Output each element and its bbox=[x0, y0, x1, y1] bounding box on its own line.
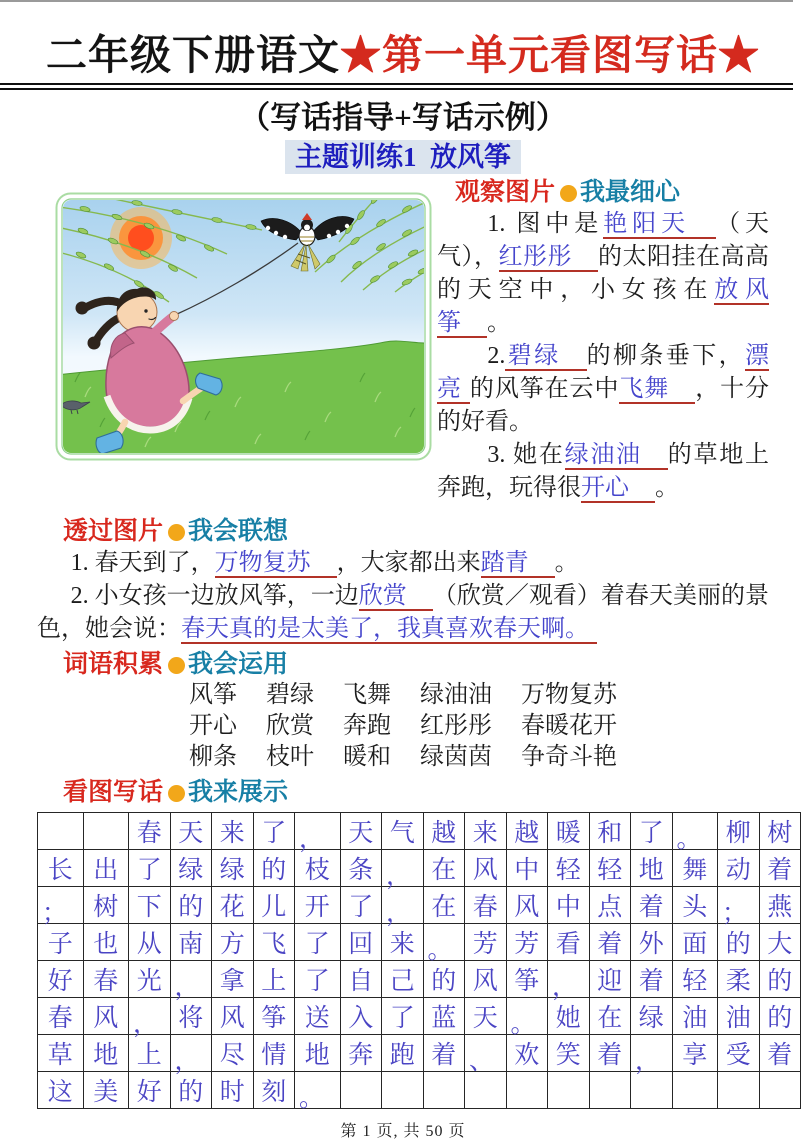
grid-cell: 燕 bbox=[759, 887, 801, 924]
grid-cell: ； bbox=[718, 887, 760, 924]
paragraph-text: （天气）， bbox=[437, 211, 770, 270]
observe-paragraph bbox=[437, 439, 769, 505]
grid-cell: 枝 bbox=[295, 850, 341, 887]
word-item: 开心 bbox=[189, 713, 237, 739]
grid-cell: 了 bbox=[253, 813, 295, 850]
grid-cell: 迎 bbox=[589, 961, 631, 998]
grid-cell: ， bbox=[295, 813, 341, 850]
paragraph-text: （欣赏／观看）着春天美丽的景色，她会说： bbox=[37, 583, 770, 642]
blank-answer: 开心 bbox=[581, 475, 655, 503]
page-title-grade: 二年级下册语文 bbox=[46, 32, 340, 78]
grid-cell: 在 bbox=[423, 850, 465, 887]
word-item: 风筝 bbox=[189, 682, 237, 708]
grid-cell: 的 bbox=[170, 887, 212, 924]
grid-cell: 着 bbox=[759, 1035, 801, 1072]
grid-cell: 柔 bbox=[718, 961, 760, 998]
grid-cell: 在 bbox=[423, 887, 465, 924]
paragraph-text: 2. 小女孩一边放风筝，一边 bbox=[70, 583, 359, 609]
grid-cell: 树 bbox=[759, 813, 801, 850]
grid-cell: 和 bbox=[589, 813, 631, 850]
grid-cell: 面 bbox=[672, 924, 718, 961]
grid-cell: 在 bbox=[589, 998, 631, 1035]
writing-grid bbox=[37, 812, 801, 1112]
top-section bbox=[37, 178, 769, 505]
word-item: 碧绿 bbox=[266, 682, 314, 708]
writing-heading-teal: 我来展示 bbox=[188, 779, 289, 806]
grid-cell: 送 bbox=[295, 998, 341, 1035]
word-item: 欣赏 bbox=[266, 713, 314, 739]
paragraph-text: 的柳条垂下， bbox=[586, 343, 745, 369]
grid-cell: 出 bbox=[83, 850, 129, 887]
observe-heading bbox=[437, 178, 769, 208]
grid-cell bbox=[589, 1072, 631, 1109]
paragraph-text: 。 bbox=[554, 550, 579, 576]
grid-cell: 绿 bbox=[631, 998, 673, 1035]
grid-cell: 来 bbox=[382, 924, 424, 961]
bullet-dot-icon bbox=[168, 524, 185, 541]
grid-cell: 着 bbox=[759, 850, 801, 887]
word-list bbox=[37, 680, 769, 773]
grid-cell: 天 bbox=[170, 813, 212, 850]
blank-answer: 踏青 bbox=[481, 550, 555, 578]
words-heading-red: 词语积累 bbox=[63, 651, 164, 678]
grid-cell bbox=[38, 813, 84, 850]
word-item: 奔跑 bbox=[343, 713, 391, 739]
grid-cell: 、 bbox=[465, 1035, 507, 1072]
grid-cell: 儿 bbox=[253, 887, 295, 924]
grid-cell: 。 bbox=[672, 813, 718, 850]
page-title bbox=[37, 30, 769, 80]
blank-answer: 艳阳天 bbox=[603, 211, 716, 239]
word-row bbox=[37, 680, 769, 711]
word-item: 红彤彤 bbox=[420, 713, 492, 739]
grid-row bbox=[38, 1035, 801, 1072]
page-title-unit: ★第一单元看图写话★ bbox=[340, 32, 760, 78]
grid-row bbox=[38, 924, 801, 961]
blank-answer: 飞舞 bbox=[619, 376, 695, 404]
grid-cell: ， bbox=[170, 961, 212, 998]
grid-cell: 了 bbox=[129, 850, 171, 887]
grid-cell: 轻 bbox=[589, 850, 631, 887]
grid-cell: 。 bbox=[506, 998, 548, 1035]
grid-cell: 这 bbox=[38, 1072, 84, 1109]
grid-cell: 南 bbox=[170, 924, 212, 961]
title-divider bbox=[0, 83, 793, 90]
observe-paragraph bbox=[437, 208, 769, 340]
paragraph-text: 的风筝在云中 bbox=[469, 376, 620, 402]
grid-cell: 上 bbox=[253, 961, 295, 998]
grid-cell: 自 bbox=[340, 961, 382, 998]
grid-cell: 己 bbox=[382, 961, 424, 998]
word-item: 枝叶 bbox=[266, 744, 314, 770]
grid-cell: 春 bbox=[465, 887, 507, 924]
grid-cell: 柳 bbox=[718, 813, 760, 850]
grid-cell: ， bbox=[382, 850, 424, 887]
grid-cell: 树 bbox=[83, 887, 129, 924]
grid-cell: 时 bbox=[212, 1072, 254, 1109]
grid-cell: 来 bbox=[212, 813, 254, 850]
topic-heading-row bbox=[37, 140, 769, 174]
grid-cell: 动 bbox=[718, 850, 760, 887]
grid-cell: 着 bbox=[631, 887, 673, 924]
blank-answer: 碧绿 bbox=[505, 343, 586, 371]
grid-cell: 。 bbox=[295, 1072, 341, 1109]
paragraph-text: 。 bbox=[655, 475, 679, 501]
grid-cell: 芳 bbox=[465, 924, 507, 961]
grid-cell: 尽 bbox=[212, 1035, 254, 1072]
paragraph-text: 。 bbox=[487, 310, 511, 336]
word-item: 万物复苏 bbox=[521, 682, 617, 708]
paragraph-text: ，十分的好看。 bbox=[437, 376, 770, 435]
grid-cell: 的 bbox=[759, 998, 801, 1035]
grid-cell bbox=[672, 1072, 718, 1109]
grid-cell: 了 bbox=[631, 813, 673, 850]
grid-cell: 中 bbox=[506, 850, 548, 887]
grid-cell: 春 bbox=[83, 961, 129, 998]
grid-cell: 了 bbox=[382, 998, 424, 1035]
grid-cell: 笑 bbox=[548, 1035, 590, 1072]
bullet-dot-icon bbox=[168, 657, 185, 674]
grid-cell: 了 bbox=[295, 924, 341, 961]
grid-cell: 她 bbox=[548, 998, 590, 1035]
grid-cell: 芳 bbox=[506, 924, 548, 961]
grid-cell bbox=[465, 1072, 507, 1109]
observe-section bbox=[437, 178, 769, 505]
grid-cell: 了 bbox=[340, 887, 382, 924]
grid-cell: 天 bbox=[340, 813, 382, 850]
grid-cell: 从 bbox=[129, 924, 171, 961]
grid-cell: ， bbox=[631, 1035, 673, 1072]
words-section bbox=[37, 650, 769, 773]
grid-row bbox=[38, 961, 801, 998]
writing-section bbox=[37, 778, 793, 1112]
grid-cell: 条 bbox=[340, 850, 382, 887]
imagine-section bbox=[37, 517, 769, 646]
blank-answer: 春天真的是太美了，我真喜欢春天啊。 bbox=[181, 616, 597, 644]
word-item: 飞舞 bbox=[343, 682, 391, 708]
grid-cell: 的 bbox=[718, 924, 760, 961]
blank-answer: 万物复苏 bbox=[215, 550, 337, 578]
word-item: 绿茵茵 bbox=[420, 744, 492, 770]
grid-cell: 绿 bbox=[170, 850, 212, 887]
grid-cell: 奔 bbox=[340, 1035, 382, 1072]
observe-heading-teal: 我最细心 bbox=[580, 179, 681, 206]
grid-cell: 越 bbox=[423, 813, 465, 850]
grid-cell: 情 bbox=[253, 1035, 295, 1072]
grid-cell: ， bbox=[170, 1035, 212, 1072]
words-heading bbox=[37, 650, 769, 680]
grid-cell bbox=[382, 1072, 424, 1109]
word-row bbox=[37, 711, 769, 742]
word-item: 争奇斗艳 bbox=[521, 744, 617, 770]
word-item: 柳条 bbox=[189, 744, 237, 770]
paragraph-text: 1. 图中是 bbox=[487, 211, 604, 237]
paragraph-text: ，大家都出来 bbox=[336, 550, 481, 576]
grid-cell: 中 bbox=[548, 887, 590, 924]
grid-cell: 拿 bbox=[212, 961, 254, 998]
observe-paragraph bbox=[437, 340, 769, 439]
grid-cell: 着 bbox=[589, 924, 631, 961]
paragraph-text: 1. 春天到了， bbox=[70, 550, 215, 576]
grid-cell: 子 bbox=[38, 924, 84, 961]
grid-row bbox=[38, 887, 801, 924]
grid-cell bbox=[506, 1072, 548, 1109]
grid-cell: 上 bbox=[129, 1035, 171, 1072]
grid-cell: 春 bbox=[38, 998, 84, 1035]
grid-cell: 点 bbox=[589, 887, 631, 924]
grid-cell: 受 bbox=[718, 1035, 760, 1072]
grid-cell: 草 bbox=[38, 1035, 84, 1072]
grid-cell: 享 bbox=[672, 1035, 718, 1072]
grid-cell: 风 bbox=[83, 998, 129, 1035]
grid-cell: 轻 bbox=[672, 961, 718, 998]
grid-cell: 回 bbox=[340, 924, 382, 961]
grid-cell: 轻 bbox=[548, 850, 590, 887]
grid-cell: 好 bbox=[129, 1072, 171, 1109]
grid-cell: 风 bbox=[465, 850, 507, 887]
blank-answer: 欣赏 bbox=[359, 583, 433, 611]
grid-cell: 花 bbox=[212, 887, 254, 924]
imagine-paragraph bbox=[37, 547, 769, 580]
grid-cell bbox=[423, 1072, 465, 1109]
grid-cell: 地 bbox=[295, 1035, 341, 1072]
grid-cell: 油 bbox=[718, 998, 760, 1035]
grid-cell: 越 bbox=[506, 813, 548, 850]
grid-cell: 大 bbox=[759, 924, 801, 961]
grid-cell: ， bbox=[129, 998, 171, 1035]
grid-cell: 方 bbox=[212, 924, 254, 961]
grid-cell: 的 bbox=[253, 850, 295, 887]
grid-cell: ； bbox=[38, 887, 84, 924]
grid-cell: 着 bbox=[423, 1035, 465, 1072]
grid-cell: 春 bbox=[129, 813, 171, 850]
grid-cell: 开 bbox=[295, 887, 341, 924]
grid-cell bbox=[83, 813, 129, 850]
grid-cell: 看 bbox=[548, 924, 590, 961]
grid-cell: 好 bbox=[38, 961, 84, 998]
grid-cell: 。 bbox=[423, 924, 465, 961]
words-heading-teal: 我会运用 bbox=[188, 651, 289, 678]
imagine-heading bbox=[37, 517, 769, 547]
blank-answer: 放风筝 bbox=[437, 277, 770, 336]
imagine-paragraph bbox=[37, 580, 769, 646]
paragraph-text: 的太阳挂在高高的天空中，小女孩在 bbox=[437, 244, 769, 303]
grid-cell: 长 bbox=[38, 850, 84, 887]
grid-cell: 地 bbox=[83, 1035, 129, 1072]
paragraph-text: 3. 她在 bbox=[487, 442, 565, 468]
blank-answer: 漂亮 bbox=[437, 343, 769, 402]
topic-heading: 主题训练1 放风筝 bbox=[285, 140, 521, 174]
kite-illustration bbox=[55, 192, 432, 461]
grid-cell: 风 bbox=[465, 961, 507, 998]
grid-cell: 来 bbox=[465, 813, 507, 850]
grid-cell bbox=[548, 1072, 590, 1109]
grid-cell: 头 bbox=[672, 887, 718, 924]
bullet-dot-icon bbox=[168, 785, 185, 802]
grid-cell: 风 bbox=[212, 998, 254, 1035]
grid-cell: 外 bbox=[631, 924, 673, 961]
paragraph-text: 的草地上奔跑，玩得很 bbox=[437, 442, 769, 501]
grid-cell: 下 bbox=[129, 887, 171, 924]
grid-cell: 的 bbox=[423, 961, 465, 998]
grid-cell: 天 bbox=[465, 998, 507, 1035]
grid-cell: 着 bbox=[589, 1035, 631, 1072]
grid-row bbox=[38, 850, 801, 887]
grid-cell: 蓝 bbox=[423, 998, 465, 1035]
word-item: 暖和 bbox=[343, 744, 391, 770]
page-subtitle: （写话指导+写话示例） bbox=[239, 100, 567, 135]
grid-cell: 气 bbox=[382, 813, 424, 850]
grid-cell: 筝 bbox=[253, 998, 295, 1035]
grid-cell: 将 bbox=[170, 998, 212, 1035]
grid-cell: 着 bbox=[631, 961, 673, 998]
grid-cell: 筝 bbox=[506, 961, 548, 998]
grid-cell: 暖 bbox=[548, 813, 590, 850]
grid-cell: 入 bbox=[340, 998, 382, 1035]
grid-cell: 美 bbox=[83, 1072, 129, 1109]
grid-cell: ， bbox=[382, 887, 424, 924]
page-number: 第 1 页, 共 50 页 bbox=[340, 1123, 466, 1140]
writing-heading bbox=[37, 778, 769, 808]
grid-cell bbox=[718, 1072, 760, 1109]
bullet-dot-icon bbox=[560, 185, 577, 202]
grid-cell: 舞 bbox=[672, 850, 718, 887]
grid-cell: 的 bbox=[759, 961, 801, 998]
grid-cell: 飞 bbox=[253, 924, 295, 961]
grid-cell: 了 bbox=[295, 961, 341, 998]
grid-cell: 刻 bbox=[253, 1072, 295, 1109]
grid-cell: 风 bbox=[506, 887, 548, 924]
grid-cell: 也 bbox=[83, 924, 129, 961]
word-item: 绿油油 bbox=[420, 682, 492, 708]
grid-cell: 地 bbox=[631, 850, 673, 887]
grid-cell: 的 bbox=[170, 1072, 212, 1109]
word-item: 春暖花开 bbox=[521, 713, 617, 739]
blank-answer: 绿油油 bbox=[565, 442, 668, 470]
observe-heading-red: 观察图片 bbox=[455, 179, 556, 206]
grid-cell: 跑 bbox=[382, 1035, 424, 1072]
grid-cell: 欢 bbox=[506, 1035, 548, 1072]
imagine-heading-red: 透过图片 bbox=[63, 518, 164, 545]
grid-row bbox=[38, 1072, 801, 1109]
grid-cell bbox=[631, 1072, 673, 1109]
grid-cell: 绿 bbox=[212, 850, 254, 887]
grid-cell: ， bbox=[548, 961, 590, 998]
imagine-heading-teal: 我会联想 bbox=[188, 518, 289, 545]
grid-cell: 油 bbox=[672, 998, 718, 1035]
paragraph-text: 2. bbox=[487, 343, 506, 369]
blank-answer: 红彤彤 bbox=[499, 244, 599, 272]
writing-heading-red: 看图写话 bbox=[63, 779, 164, 806]
grid-cell bbox=[340, 1072, 382, 1109]
grid-cell: 光 bbox=[129, 961, 171, 998]
grid-row bbox=[38, 813, 801, 850]
grid-cell bbox=[759, 1072, 801, 1109]
word-row bbox=[37, 742, 769, 773]
grid-row bbox=[38, 998, 801, 1035]
